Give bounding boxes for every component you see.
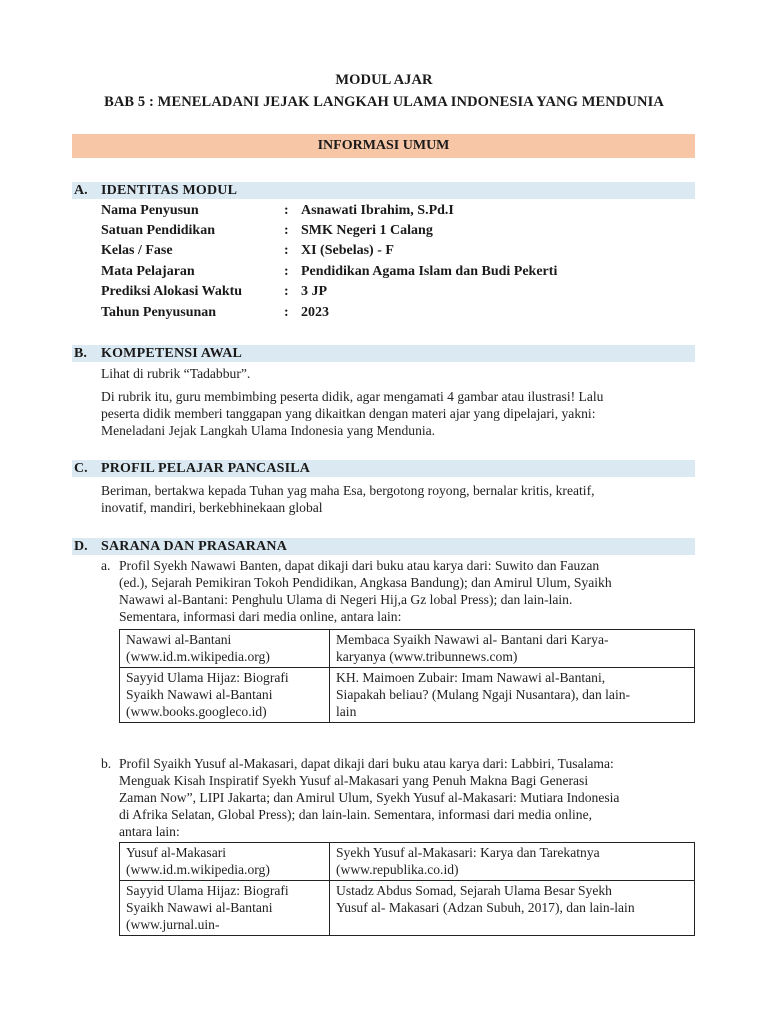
table-cell (330, 668, 695, 723)
cell-line: Nawawi al-Bantani (126, 632, 232, 647)
table-cell (120, 881, 330, 936)
text-line: (ed.), Sejarah Pemikiran Tokoh Pendidikan, Angkasa Bandung); dan Amirul Ulum, Syaikh (119, 575, 612, 590)
identitas-colon: : (284, 203, 289, 218)
section-letter: A. (74, 183, 88, 198)
text-line: Profil Syaikh Yusuf al-Makasari, dapat dikaji dari buku atau karya dari: Labbiri, Tusalama: (119, 756, 614, 771)
identitas-colon: : (284, 264, 289, 279)
text-line: Meneladani Jejak Langkah Ulama Indonesia yang Mendunia. (101, 423, 436, 438)
text-line: Sementara, informasi dari media online, antara lain: (119, 609, 402, 624)
cell-line: Sayyid Ulama Hijaz: Biografi (126, 883, 289, 898)
identitas-colon: : (284, 223, 289, 238)
reference-table-b (119, 842, 695, 936)
cell-line: Yusuf al- Makasari (Adzan Subuh, 2017), dan lain-lain (336, 900, 635, 915)
section-title: PROFIL PELAJAR PANCASILA (101, 461, 311, 476)
cell-line: Siapakah beliau? (Mulang Ngaji Nusantara), dan lain- (336, 687, 631, 702)
table-cell (330, 843, 695, 881)
table-cell (120, 843, 330, 881)
section-title: IDENTITAS MODUL (101, 183, 238, 198)
table-row (120, 668, 695, 723)
section-a-header (72, 182, 695, 199)
section-letter: B. (74, 346, 87, 361)
text-line: peserta didik memberi tanggapan yang dikaitkan dengan materi ajar yang dipelajari, yakni: (101, 406, 596, 421)
text-line: antara lain: (119, 824, 180, 839)
kompetensi-intro (101, 365, 701, 382)
list-item-text (119, 557, 612, 625)
table-cell (120, 630, 330, 668)
section-d-header (72, 538, 695, 555)
identitas-colon: : (284, 243, 289, 258)
text-line: Profil Syekh Nawawi Banten, dapat dikaji dari buku atau karya dari: Suwito dan Fauzan (119, 558, 600, 573)
cell-line: Yusuf al-Makasari (126, 845, 227, 860)
table-cell (120, 668, 330, 723)
text-line: Zaman Now”, LIPI Jakarta; dan Amirul Ulum, Syekh Yusuf al-Makasari: Mutiara Indonesia (119, 790, 620, 805)
identitas-label: Kelas / Fase (101, 243, 173, 258)
identitas-row (101, 303, 701, 323)
text-line: di Afrika Selatan, Global Press); dan lain-lain. Sementara, informasi dari media online, (119, 807, 593, 822)
identitas-row (101, 221, 701, 241)
identitas-label: Tahun Penyusunan (101, 305, 217, 320)
cell-line: Syaikh Nawawi al-Bantani (126, 900, 273, 915)
text-line: Beriman, bertakwa kepada Tuhan yag maha Esa, bergotong royong, bernalar kritis, kreatif, (101, 483, 595, 498)
section-c-header (72, 460, 695, 477)
text-line: inovatif, mandiri, berkebhinekaan global (101, 500, 323, 515)
list-marker: b. (101, 756, 112, 771)
cell-line: (www.id.m.wikipedia.org) (126, 649, 270, 664)
identitas-label: Nama Penyusun (101, 203, 199, 218)
section-letter: D. (74, 539, 88, 554)
table-row (120, 630, 695, 668)
kompetensi-paragraph (101, 388, 701, 439)
identitas-value: XI (Sebelas) - F (301, 243, 394, 258)
identitas-row (101, 282, 701, 302)
identitas-row (101, 262, 701, 282)
table-cell (330, 881, 695, 936)
informasi-umum-banner: INFORMASI UMUM (72, 134, 695, 158)
cell-line: Syaikh Nawawi al-Bantani (126, 687, 273, 702)
section-title: SARANA DAN PRASARANA (101, 539, 288, 554)
table-cell (330, 630, 695, 668)
identitas-value: 2023 (301, 305, 329, 320)
list-marker: a. (101, 558, 111, 573)
identitas-colon: : (284, 284, 289, 299)
identitas-label: Satuan Pendidikan (101, 223, 215, 238)
cell-line: lain (336, 704, 357, 719)
text-line: Lihat di rubrik “Tadabbur”. (101, 366, 251, 381)
identitas-value: Pendidikan Agama Islam dan Budi Pekerti (301, 264, 558, 279)
identitas-value: Asnawati Ibrahim, S.Pd.I (301, 203, 454, 218)
identitas-colon: : (284, 305, 289, 320)
identitas-row (101, 241, 701, 261)
reference-table-a (119, 629, 695, 723)
document-subtitle: BAB 5 : MENELADANI JEJAK LANGKAH ULAMA INDONESIA YANG MENDUNIA (104, 94, 664, 110)
profil-paragraph (101, 482, 701, 516)
text-line: Nawawi al-Bantani: Penghulu Ulama di Negeri Hij,a Gz lobal Press); dan lain-lain. (119, 592, 573, 607)
identitas-value: 3 JP (301, 284, 328, 299)
cell-line: (www.jurnal.uin- (126, 917, 220, 932)
cell-line: Ustadz Abdus Somad, Sejarah Ulama Besar Syekh (336, 883, 612, 898)
cell-line: (www.books.googleco.id) (126, 704, 267, 719)
section-letter: C. (74, 461, 88, 476)
document-title: MODUL AJAR (335, 72, 433, 88)
cell-line: Syekh Yusuf al-Makasari: Karya dan Tarekatnya (336, 845, 600, 860)
identitas-row (101, 201, 701, 221)
cell-line: KH. Maimoen Zubair: Imam Nawawi al-Bantani, (336, 670, 606, 685)
cell-line: Membaca Syaikh Nawawi al- Bantani dari Karya- (336, 632, 609, 647)
cell-line: karyanya (www.tribunnews.com) (336, 649, 518, 664)
identitas-label: Mata Pelajaran (101, 264, 195, 279)
table-row (120, 881, 695, 936)
cell-line: (www.id.m.wikipedia.org) (126, 862, 270, 877)
section-b-header (72, 345, 695, 362)
table-row (120, 843, 695, 881)
identitas-value: SMK Negeri 1 Calang (301, 223, 433, 238)
identitas-label: Prediksi Alokasi Waktu (101, 284, 243, 299)
text-line: Menguak Kisah Inspiratif Syekh Yusuf al-Makasari yang Penuh Makna Bagi Generasi (119, 773, 589, 788)
cell-line: (www.republika.co.id) (336, 862, 459, 877)
text-line: Di rubrik itu, guru membimbing peserta didik, agar mengamati 4 gambar atau ilustrasi! Lalu (101, 389, 604, 404)
cell-line: Sayyid Ulama Hijaz: Biografi (126, 670, 289, 685)
list-item-text (119, 755, 619, 840)
section-title: KOMPETENSI AWAL (101, 346, 243, 361)
